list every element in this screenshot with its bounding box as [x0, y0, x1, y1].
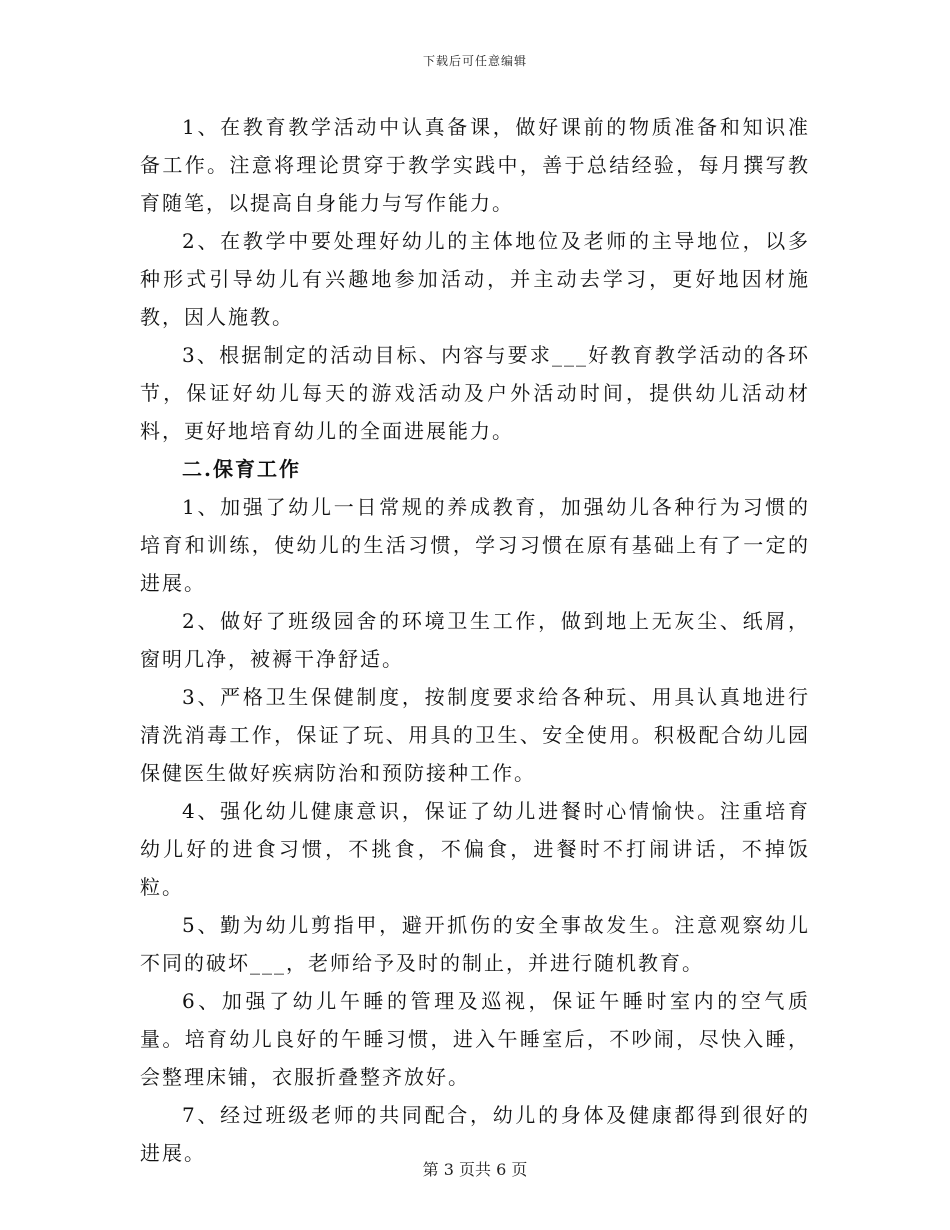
paragraph-8: 5、勤为幼儿剪指甲，避开抓伤的安全事故发生。注意观察幼儿不同的破坏___，老师给予及时的制止，并进行随机教育。 — [140, 913, 810, 975]
paragraph-1: 1、在教育教学活动中认真备课，做好课前的物质准备和知识准备工作。注意将理论贯穿于教学实践中，善于总结经验，每月撰写教育随笔，以提高自身能力与写作能力。 — [140, 115, 810, 215]
paragraph-6: 3、严格卫生保健制度，按制度要求给各种玩、用具认真地进行清洗消毒工作，保证了玩、用具的卫生、安全使用。积极配合幼儿园保健医生做好疾病防治和预防接种工作。 — [140, 685, 810, 785]
paragraph-4: 1、加强了幼儿一日常规的养成教育，加强幼儿各种行为习惯的培育和训练，使幼儿的生活习惯，学习习惯在原有基础上有了一定的进展。 — [140, 495, 810, 595]
page-footer: 第 3 页共 6 页 — [422, 1160, 528, 1179]
paragraph-7: 4、强化幼儿健康意识，保证了幼儿进餐时心情愉快。注重培育幼儿好的进食习惯，不挑食，不偏食，进餐时不打闹讲话，不掉饭粒。 — [140, 799, 810, 899]
paragraph-5: 2、做好了班级园舍的环境卫生工作，做到地上无灰尘、纸屑，窗明几净，被褥干净舒适。 — [140, 609, 810, 671]
section-heading-childcare: 二.保育工作 — [182, 457, 301, 481]
paragraph-9: 6、加强了幼儿午睡的管理及巡视，保证午睡时室内的空气质量。培育幼儿良好的午睡习惯，进入午睡室后，不吵闹，尽快入睡，会整理床铺，衣服折叠整齐放好。 — [140, 989, 810, 1089]
page-header: 下载后可任意编辑 — [422, 54, 527, 68]
paragraph-3: 3、根据制定的活动目标、内容与要求___好教育教学活动的各环节，保证好幼儿每天的游戏活动及户外活动时间，提供幼儿活动材料，更好地培育幼儿的全面进展能力。 — [140, 343, 810, 443]
paragraph-10: 7、经过班级老师的共同配合，幼儿的身体及健康都得到很好的进展。 — [140, 1103, 810, 1165]
document-body — [140, 108, 810, 1172]
paragraph-2: 2、在教学中要处理好幼儿的主体地位及老师的主导地位，以多种形式引导幼儿有兴趣地参加活动，并主动去学习，更好地因材施教，因人施教。 — [140, 229, 810, 329]
